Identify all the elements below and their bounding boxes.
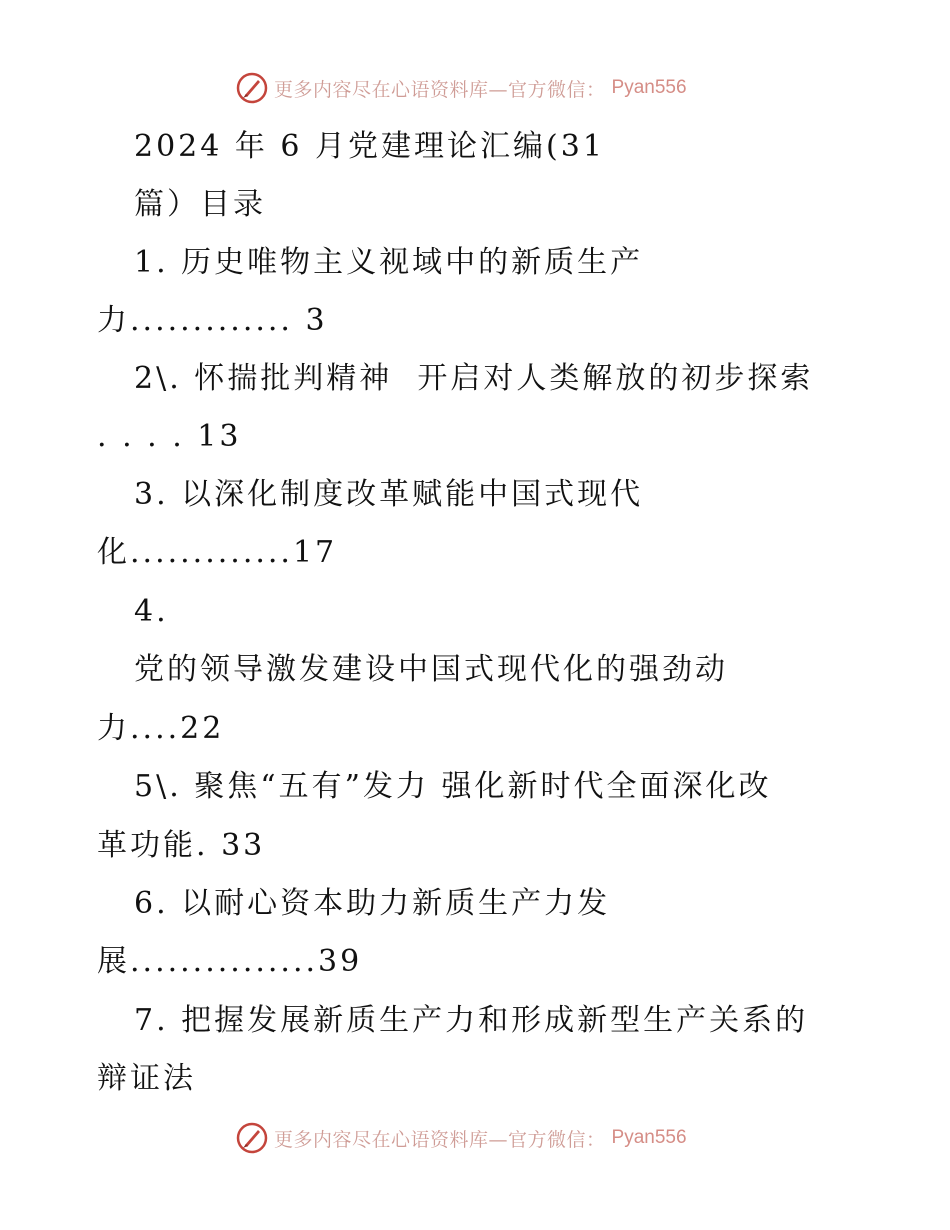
quill-logo-icon <box>236 1122 268 1154</box>
toc-entry-2-page: . . . . 13 <box>97 419 242 454</box>
watermark-text: 更多内容尽在心语资料库—官方微信： <box>274 78 606 101</box>
watermark-text: 更多内容尽在心语资料库—官方微信： <box>274 1128 606 1151</box>
doc-title-line-2: 篇）目录 <box>134 187 266 222</box>
toc-entry-2-title: 2\. 怀揣批判精神 开启对人类解放的初步探索 <box>134 361 814 396</box>
toc-entry-6-title: 6. 以耐心资本助力新质生产力发 <box>134 886 611 921</box>
toc-entry-3-page: 化.............17 <box>97 535 338 570</box>
toc-entry-7-title-cont: 辩证法 <box>97 1061 196 1096</box>
toc-entry-4-number: 4. <box>134 594 169 629</box>
toc-entry-1-title: 1. 历史唯物主义视域中的新质生产 <box>134 245 644 280</box>
toc-entry-1-page: 力............. 3 <box>97 303 328 338</box>
watermark-account: Pyan556 <box>611 1127 687 1148</box>
quill-logo-icon <box>236 72 268 104</box>
doc-title-line-1: 2024 年 6 月党建理论汇编(31 <box>134 129 605 164</box>
toc-entry-4-page: 力....22 <box>97 711 225 746</box>
footer-watermark <box>236 1122 687 1154</box>
toc-entry-3-title: 3. 以深化制度改革赋能中国式现代 <box>134 477 644 512</box>
watermark-account: Pyan556 <box>611 77 687 98</box>
toc-entry-7-title: 7. 把握发展新质生产力和形成新型生产关系的 <box>134 1003 809 1038</box>
toc-entry-5-page: 革功能. 33 <box>97 828 266 863</box>
toc-entry-4-title: 党的领导激发建设中国式现代化的强劲动 <box>134 652 728 687</box>
toc-entry-5-title: 5\. 聚焦“五有”发力 强化新时代全面深化改 <box>134 769 772 804</box>
header-watermark <box>236 72 687 104</box>
toc-entry-6-page: 展...............39 <box>97 944 363 979</box>
